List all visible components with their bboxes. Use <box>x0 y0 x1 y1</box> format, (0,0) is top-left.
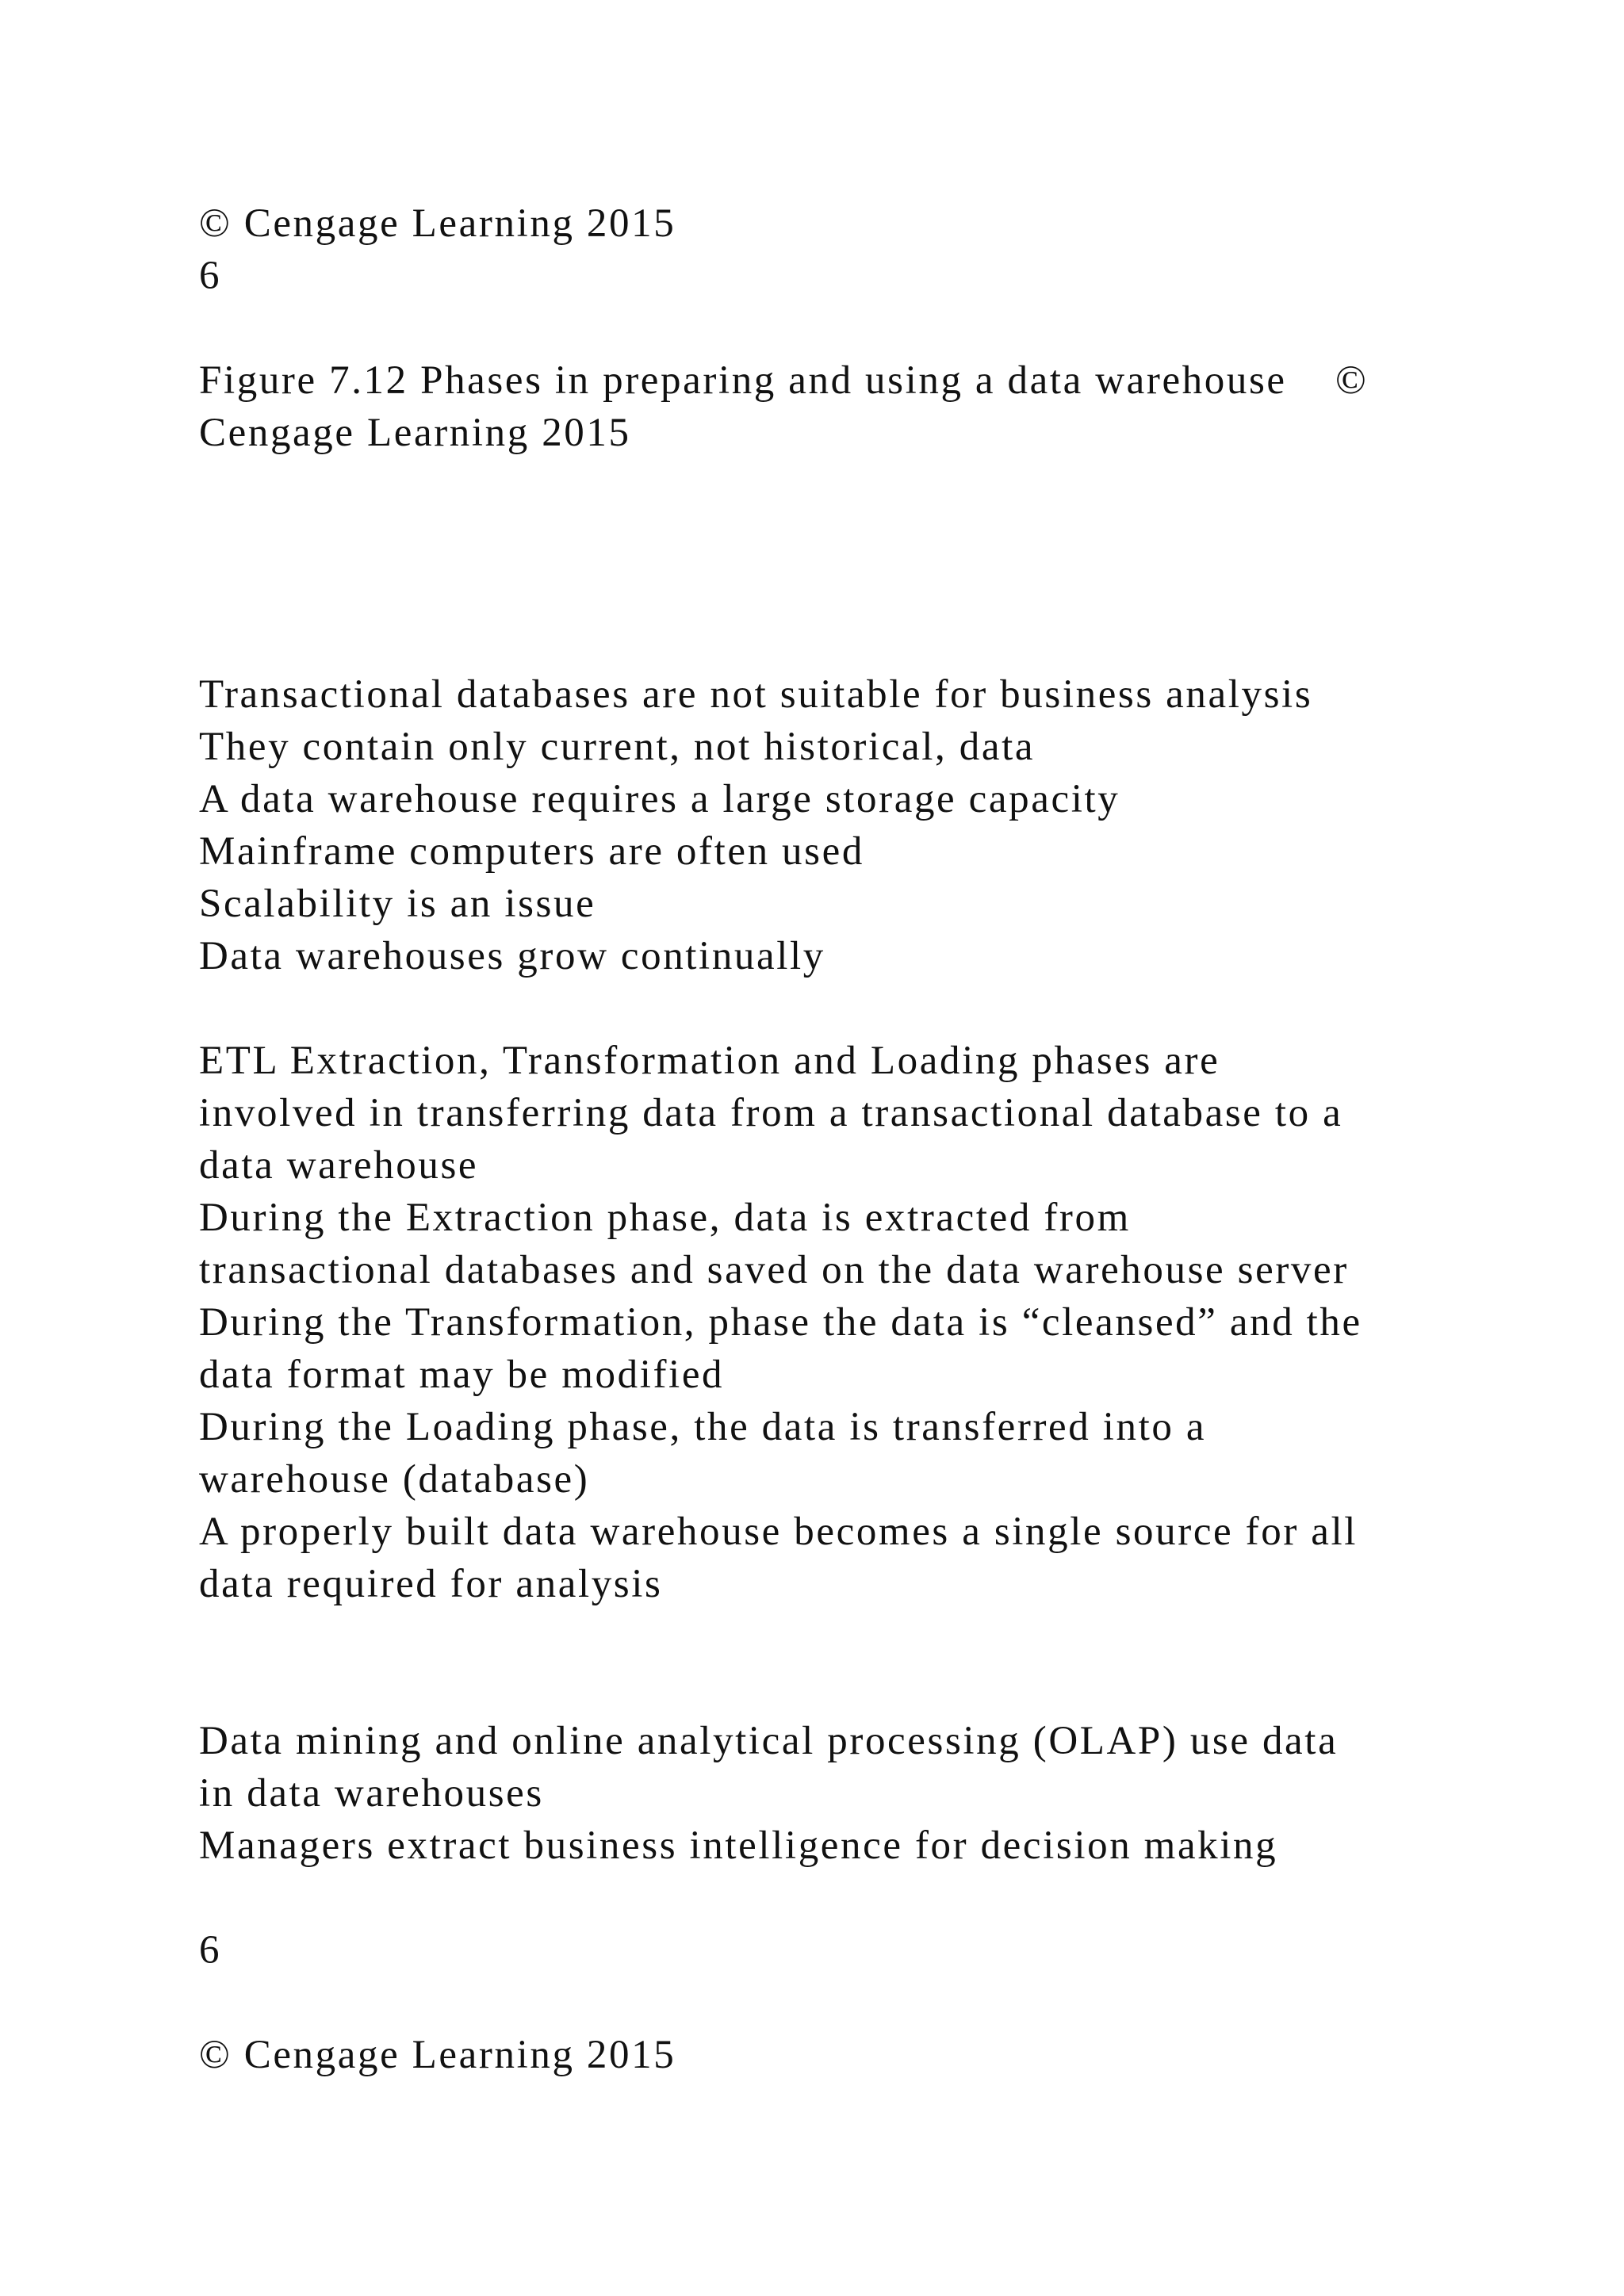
figure-caption-line-1: Figure 7.12 Phases in preparing and using a data warehouse © <box>199 358 1369 403</box>
section1-line: Mainframe computers are often used <box>199 829 864 874</box>
section2-line: ETL Extraction, Transformation and Loading phases are <box>199 1039 1220 1083</box>
header-slide-number: 6 <box>199 254 222 298</box>
figure-caption-line-2: Cengage Learning 2015 <box>199 411 631 455</box>
section2-line: During the Transformation, phase the data is “cleansed” and the <box>199 1300 1362 1345</box>
section1-line: A data warehouse requires a large storage capacity <box>199 777 1120 821</box>
section1-line: Data warehouses grow continually <box>199 934 825 978</box>
section2-line: data format may be modified <box>199 1353 725 1397</box>
footer-slide-number: 6 <box>199 1928 222 1973</box>
section1-line: They contain only current, not historical, data <box>199 725 1036 769</box>
footer-copyright: © Cengage Learning 2015 <box>199 2033 676 2077</box>
section3-line: Data mining and online analytical processing (OLAP) use data <box>199 1719 1339 1763</box>
section2-line: warehouse (database) <box>199 1457 590 1502</box>
section2-line: transactional databases and saved on the data warehouse server <box>199 1248 1349 1292</box>
section3-line: Managers extract business intelligence for decision making <box>199 1823 1278 1868</box>
section2-line: During the Loading phase, the data is transferred into a <box>199 1405 1207 1449</box>
section2-line: data warehouse <box>199 1143 479 1188</box>
section2-line: data required for analysis <box>199 1562 663 1606</box>
section3-line: in data warehouses <box>199 1771 544 1816</box>
section2-line: During the Extraction phase, data is extracted from <box>199 1196 1131 1240</box>
section1-line: Scalability is an issue <box>199 882 596 926</box>
section2-line: A properly built data warehouse becomes a single source for all <box>199 1510 1358 1554</box>
section2-line: involved in transferring data from a transactional database to a <box>199 1091 1343 1135</box>
header-copyright: © Cengage Learning 2015 <box>199 201 676 246</box>
section1-line: Transactional databases are not suitable for business analysis <box>199 672 1313 717</box>
